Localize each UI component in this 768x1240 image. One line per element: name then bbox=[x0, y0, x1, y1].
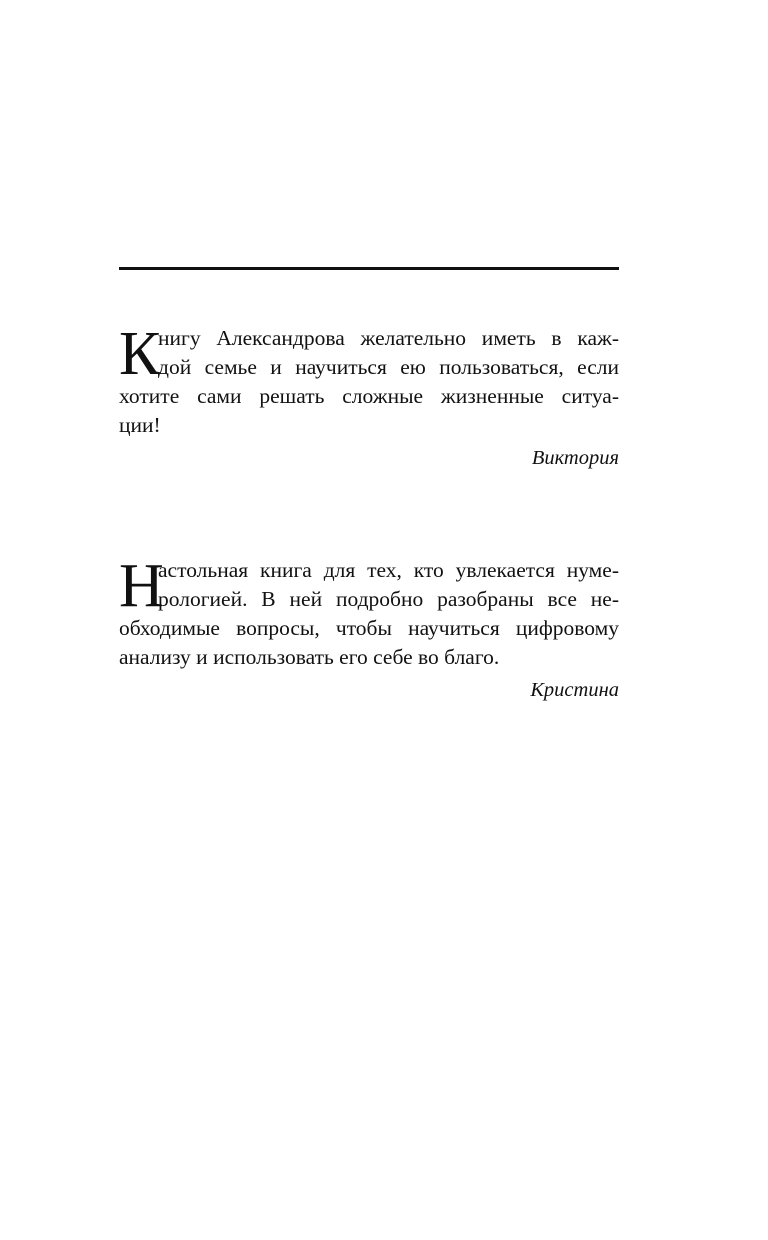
review-text-line: хотите сами решать сложные жизненные ситуа- bbox=[119, 384, 619, 408]
drop-cap-letter: Н bbox=[119, 552, 164, 620]
review-author: Кристина bbox=[530, 679, 619, 701]
review-block-viktoria bbox=[119, 320, 619, 472]
review-text-line: ции! bbox=[119, 413, 161, 437]
review-block-kristina bbox=[119, 552, 619, 704]
drop-cap-letter: К bbox=[119, 320, 161, 388]
review-text-line: нигу Александрова желательно иметь в каж- bbox=[158, 326, 619, 350]
review-text-line: дой семье и научиться ею пользоваться, если bbox=[158, 355, 619, 379]
review-text-line: рологией. В ней подробно разобраны все не- bbox=[158, 587, 619, 611]
horizontal-rule bbox=[119, 267, 619, 270]
review-text-line: анализу и использовать его себе во благо. bbox=[119, 645, 500, 669]
review-author: Виктория bbox=[531, 447, 619, 469]
review-text-line: обходимые вопросы, чтобы научиться цифровому bbox=[119, 616, 619, 640]
review-text-line: астольная книга для тех, кто увлекается нуме- bbox=[158, 558, 619, 582]
